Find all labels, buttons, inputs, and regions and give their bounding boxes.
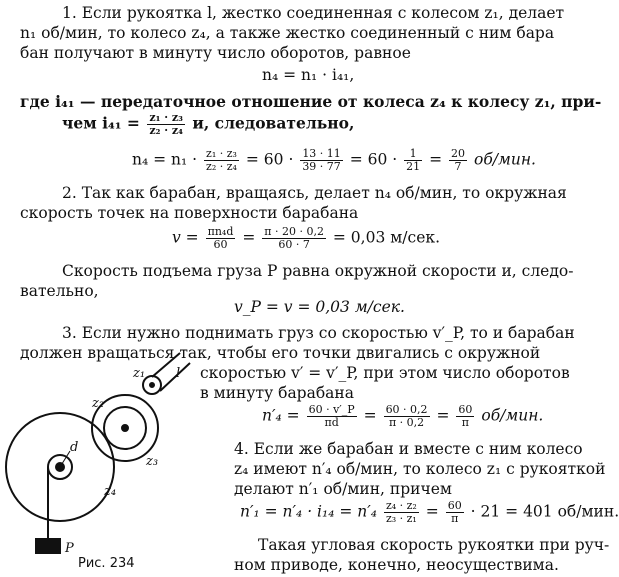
- eq5-frac1-den: πd: [324, 416, 339, 429]
- eq2-frac2-den: 39 · 77: [302, 160, 341, 173]
- eq5-lead: n′₄ =: [262, 406, 300, 425]
- eq-velocity: [172, 226, 440, 251]
- eq3-lead: v =: [172, 228, 199, 247]
- eq5-mid2: =: [436, 406, 450, 425]
- eq3-frac2-den: 60 · 7: [278, 238, 310, 251]
- eq2-mid2: = 60 ·: [349, 150, 398, 169]
- eq-n4: n₄ = n₁ · i₄₁,: [262, 66, 355, 84]
- eq6-frac1-num: z₄ · z₂: [385, 499, 417, 512]
- eq3-frac2-num: π · 20 · 0,2: [264, 225, 324, 238]
- eq2-frac1-den: z₂ · z₄: [206, 160, 237, 173]
- eq2-frac2: [300, 148, 342, 173]
- eq3-mid: =: [242, 228, 256, 247]
- para3-line1: 2. Так как барабан, вращаясь, делает n₄ об/мин, то окружная: [62, 184, 567, 202]
- load-weight: [35, 538, 61, 554]
- label-z2: z₂: [92, 396, 105, 411]
- eq2-frac4-num: 20: [451, 147, 466, 160]
- eq-vp: v_P = v = 0,03 м/сек.: [234, 298, 405, 316]
- wheel-z1-axle: [150, 383, 154, 387]
- para7-line2: ном приводе, конечно, неосуществима.: [234, 556, 559, 574]
- para6-line2: z₄ имеют n′₄ об/мин, то колесо z₁ с рукояткой: [234, 460, 606, 478]
- eq2-mid1: = 60 ·: [245, 150, 294, 169]
- i41-tail: и, следовательно,: [192, 113, 355, 133]
- eq6-frac2-num: 60: [447, 499, 462, 512]
- label-l: l: [176, 366, 181, 381]
- para3-line2: скорость точек на поверхности барабана: [20, 204, 359, 222]
- eq3-frac2: [262, 226, 326, 251]
- para6-line3: делают n′₁ об/мин, причем: [234, 480, 452, 498]
- wheel-z2-axle: [122, 425, 128, 431]
- eq6-frac1-den: z₃ · z₁: [385, 512, 417, 525]
- eq-n4-computation: [132, 148, 536, 173]
- para5-line2: должен вращаться так, чтобы его точки двигались с окружной: [20, 344, 541, 362]
- eq5-frac3-den: π: [461, 416, 470, 429]
- para4-line1: Скорость подъема груза P равна окружной скорости и, следо-: [62, 262, 574, 280]
- eq6-mid: =: [425, 502, 439, 521]
- para1-line1: 1. Если рукоятка l, жестко соединенная с колесом z₁, делает: [62, 4, 565, 22]
- eq2-unit: об/мин.: [473, 150, 536, 169]
- para6-line1: 4. Если же барабан и вместе с ним колесо: [234, 440, 583, 458]
- eq3-frac1-den: 60: [213, 238, 228, 251]
- eq2-mid3: =: [429, 150, 443, 169]
- eq5-frac3-num: 60: [458, 403, 473, 416]
- eq5-frac1-num: 60 · v′_P: [308, 403, 355, 416]
- eq5-frac2-den: π · 0,2: [388, 416, 425, 429]
- eq3-frac1-num: πn₄d: [207, 225, 234, 238]
- label-z1: z₁: [133, 366, 146, 381]
- eq2-frac2-num: 13 · 11: [302, 147, 341, 160]
- label-p: P: [65, 541, 74, 556]
- eq6-frac2-den: π: [451, 512, 459, 525]
- eq2-frac3: [404, 148, 422, 173]
- eq5-frac3: [456, 404, 474, 429]
- para4-line2: вательно,: [20, 282, 99, 300]
- eq2-frac4-den: 7: [454, 160, 462, 173]
- eq2-frac1-num: z₁ · z₃: [206, 147, 237, 160]
- eq-n4-prime: [262, 404, 543, 429]
- eq3-frac1: [206, 226, 236, 251]
- i41-fraction: [147, 112, 185, 137]
- i41-lead: чем i₄₁ =: [62, 113, 140, 133]
- eq6-lead: n′₁ = n′₄ · i₁₄ = n′₄: [240, 502, 377, 521]
- i41-numerator: z₁ · z₃: [149, 111, 183, 124]
- eq-n1-prime: [240, 500, 619, 525]
- label-z3: z₃: [146, 454, 159, 469]
- eq2-lead: n₄ = n₁ ·: [132, 150, 198, 169]
- handle-arm: [152, 353, 190, 391]
- eq5-frac1: [307, 404, 357, 429]
- eq6-tail: · 21 = 401 об/мин.: [470, 502, 619, 521]
- para5-line3: скоростью v′ = v′_P, при этом число оборотов: [200, 364, 570, 382]
- eq2-frac3-num: 1: [404, 148, 422, 161]
- para2-line1: где i₄₁ — передаточное отношение от колеса z₄ к колесу z₁, при-: [20, 92, 602, 111]
- figure-caption: Рис. 234: [78, 556, 135, 571]
- para5-line4: в минуту барабана: [200, 384, 354, 402]
- label-d: d: [70, 440, 79, 455]
- eq5-unit: об/мин.: [481, 406, 544, 425]
- para5-line1: 3. Если нужно поднимать груз со скоростью v′_P, то и барабан: [62, 324, 575, 342]
- label-z4: z₄: [104, 484, 117, 499]
- eq6-frac2: [446, 500, 464, 525]
- eq3-tail: = 0,03 м/сек.: [332, 228, 440, 247]
- eq6-frac1: [384, 500, 419, 525]
- gear-drum-figure: [0, 355, 200, 577]
- para1-line3: бан получают в минуту число оборотов, равное: [20, 44, 411, 62]
- eq2-frac4: [449, 148, 467, 173]
- eq5-mid1: =: [363, 406, 377, 425]
- i41-denominator: z₂ · z₄: [149, 124, 183, 137]
- eq2-frac1: [204, 148, 239, 173]
- para2-line2: [62, 112, 354, 137]
- para7-line1: Такая угловая скорость рукоятки при руч-: [258, 536, 610, 554]
- eq2-frac3-den: 21: [406, 160, 421, 173]
- eq5-frac2-num: 60 · 0,2: [385, 403, 428, 416]
- para1-line2: n₁ об/мин, то колесо z₄, а также жестко соединенный с ним бара: [20, 24, 555, 42]
- eq5-frac2: [384, 404, 430, 429]
